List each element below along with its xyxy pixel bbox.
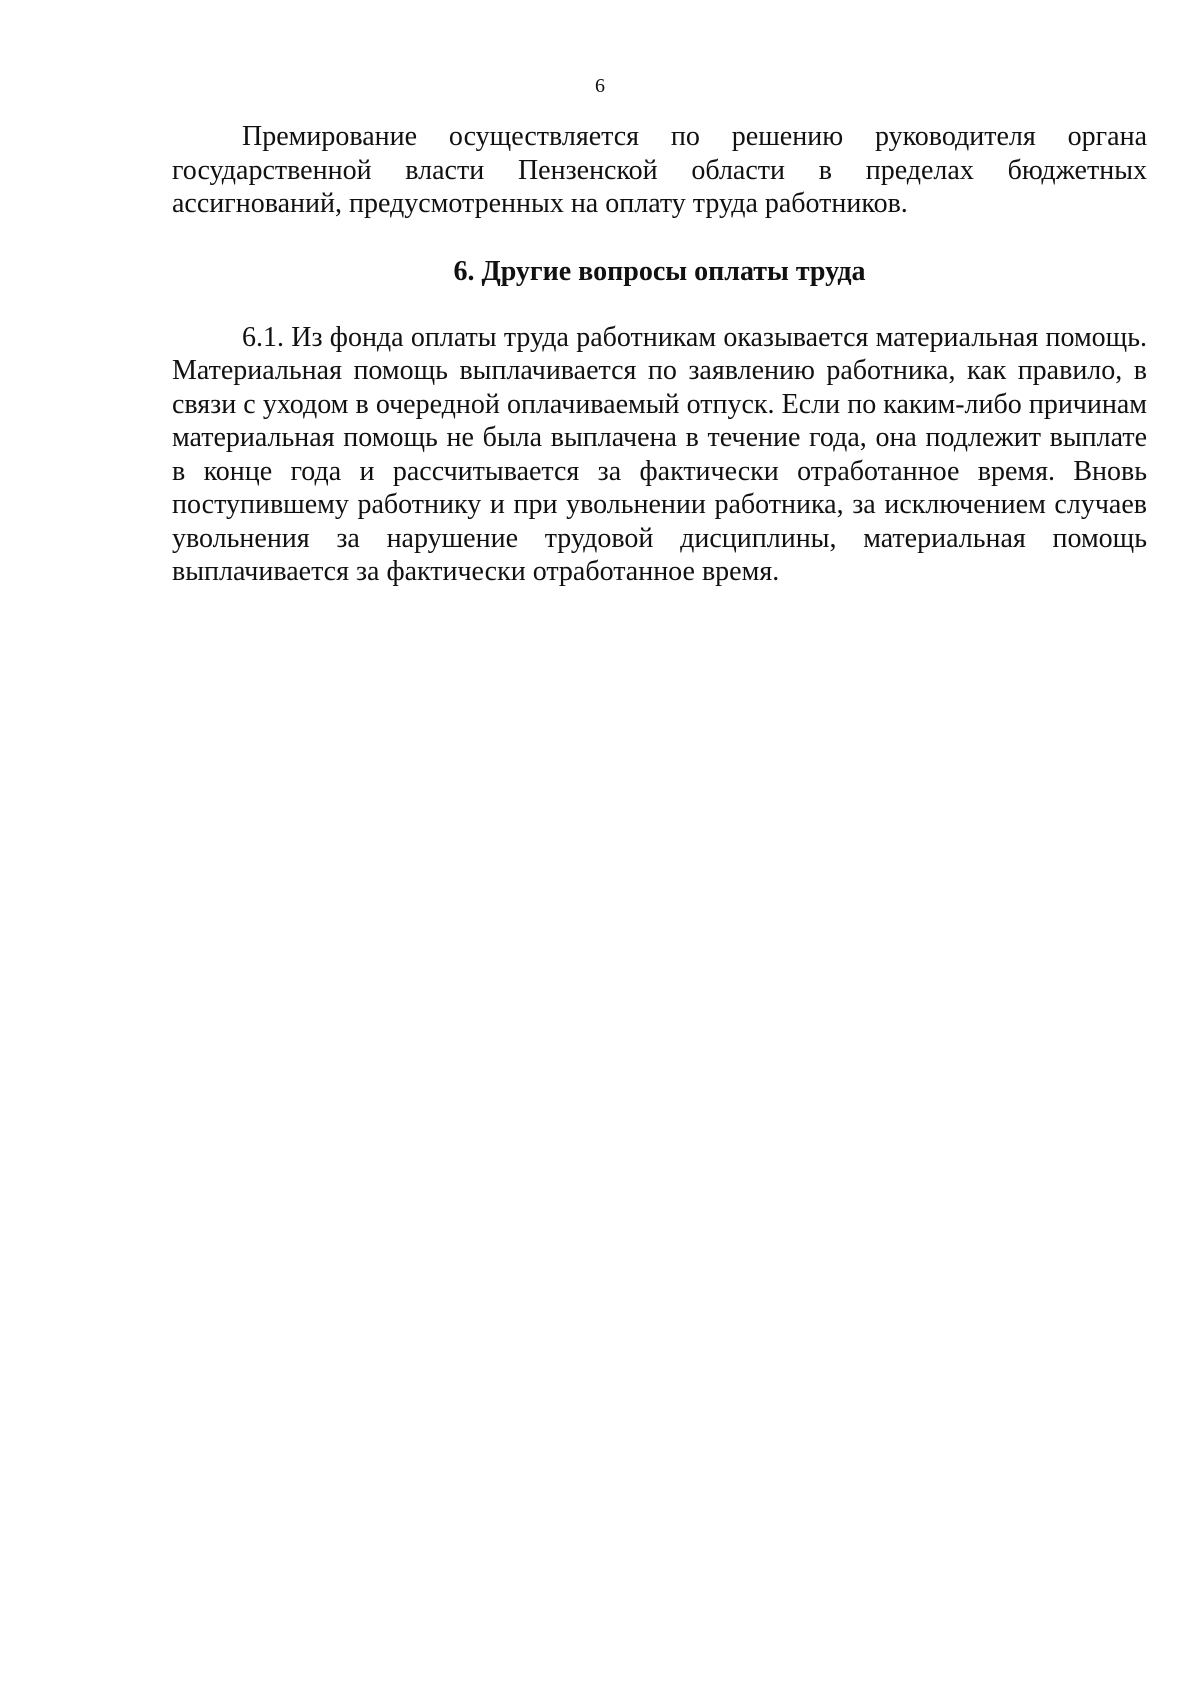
paragraph-section-6-1: 6.1. Из фонда оплаты труда работникам оказывается материальная помощь. Материальная помощь выплачивается по заявлению работника, как правило, в связи с уходом в очередной оплачиваемый отпуск. Если по каким-либо причинам материальная помощь не была выплачена в течение года, она подлежит выплате в конце года и рассчитывается за фактически отработанное время. Вновь поступившему работнику и при увольнении работника, за исключением случаев увольнения за нарушение трудовой дисциплины, материальная помощь выплачивается за фактически отработанное время. [172, 321, 1147, 587]
paragraph-premium: Премирование осуществляется по решению руководителя органа государственной власти Пензенской области в пределах бюджетных ассигнований, предусмотренных на оплату труда работников. [172, 121, 1147, 219]
page-content [172, 120, 1147, 589]
section-heading: 6. Другие вопросы оплаты труда [453, 255, 866, 287]
page-number: 6 [595, 75, 605, 97]
